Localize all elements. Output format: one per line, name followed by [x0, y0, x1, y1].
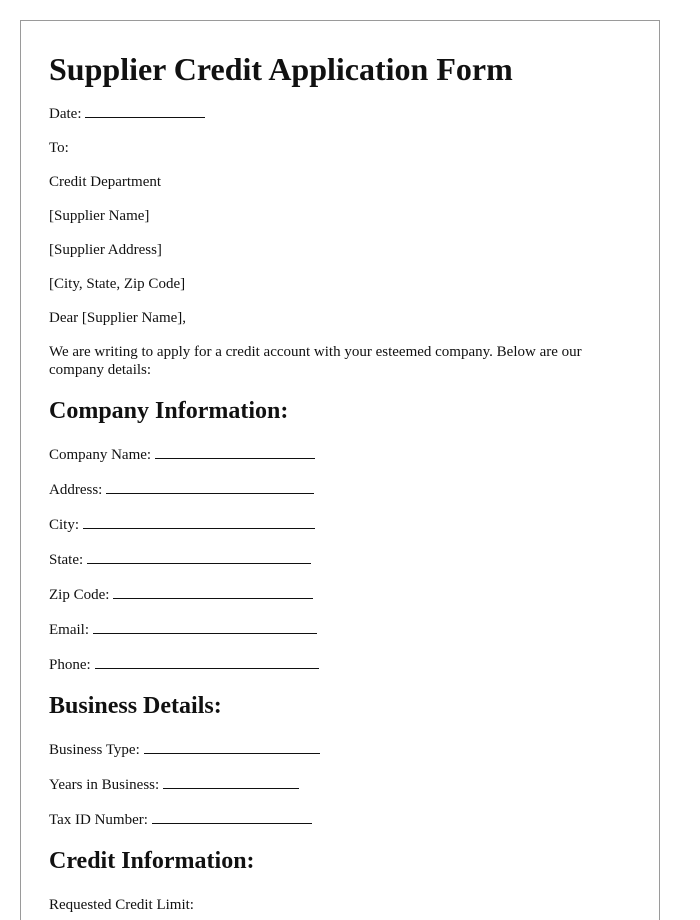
credit-limit-label: Requested Credit Limit: [49, 897, 194, 913]
date-label: Date: [49, 106, 82, 122]
zip-label: Zip Code: [49, 587, 110, 603]
recipient-name: [Supplier Name] [49, 208, 150, 224]
address-label: Address: [49, 482, 103, 498]
city-row [49, 515, 631, 534]
company-name-field[interactable] [155, 445, 315, 459]
years-in-business-field[interactable] [163, 775, 299, 789]
salutation: Dear [Supplier Name], [49, 310, 187, 326]
address-field[interactable] [106, 480, 314, 494]
company-name-row [49, 445, 631, 464]
years-in-business-label: Years in Business: [49, 777, 160, 793]
state-field[interactable] [87, 550, 311, 564]
form-content [21, 21, 659, 914]
to-label: To: [49, 140, 69, 156]
city-label: City: [49, 517, 80, 533]
credit-information-heading: Credit Information: [49, 848, 255, 874]
phone-field[interactable] [95, 655, 319, 669]
city-field[interactable] [83, 515, 315, 529]
email-label: Email: [49, 622, 89, 638]
email-field[interactable] [93, 620, 317, 634]
company-name-label: Company Name: [49, 447, 152, 463]
years-in-business-row [49, 775, 631, 794]
date-row [49, 104, 631, 123]
zip-field[interactable] [113, 585, 313, 599]
company-information-heading: Company Information: [49, 398, 289, 424]
address-row [49, 480, 631, 499]
phone-label: Phone: [49, 657, 91, 673]
recipient-city-state-zip: [City, State, Zip Code] [49, 276, 186, 292]
tax-id-row [49, 810, 631, 829]
recipient-address: [Supplier Address] [49, 242, 162, 258]
form-page [20, 20, 660, 920]
page-title: Supplier Credit Application Form [49, 51, 513, 87]
business-type-label: Business Type: [49, 742, 140, 758]
tax-id-label: Tax ID Number: [49, 812, 148, 828]
business-type-field[interactable] [144, 740, 320, 754]
credit-limit-row [49, 895, 631, 914]
zip-row [49, 585, 631, 604]
business-details-heading: Business Details: [49, 693, 222, 719]
intro-paragraph: We are writing to apply for a credit account with your esteemed company. Below are our company details: [49, 344, 582, 378]
tax-id-field[interactable] [152, 810, 312, 824]
date-field[interactable] [85, 104, 205, 118]
phone-row [49, 655, 631, 674]
state-row [49, 550, 631, 569]
recipient-department: Credit Department [49, 174, 162, 190]
email-row [49, 620, 631, 639]
business-type-row [49, 740, 631, 759]
state-label: State: [49, 552, 84, 568]
